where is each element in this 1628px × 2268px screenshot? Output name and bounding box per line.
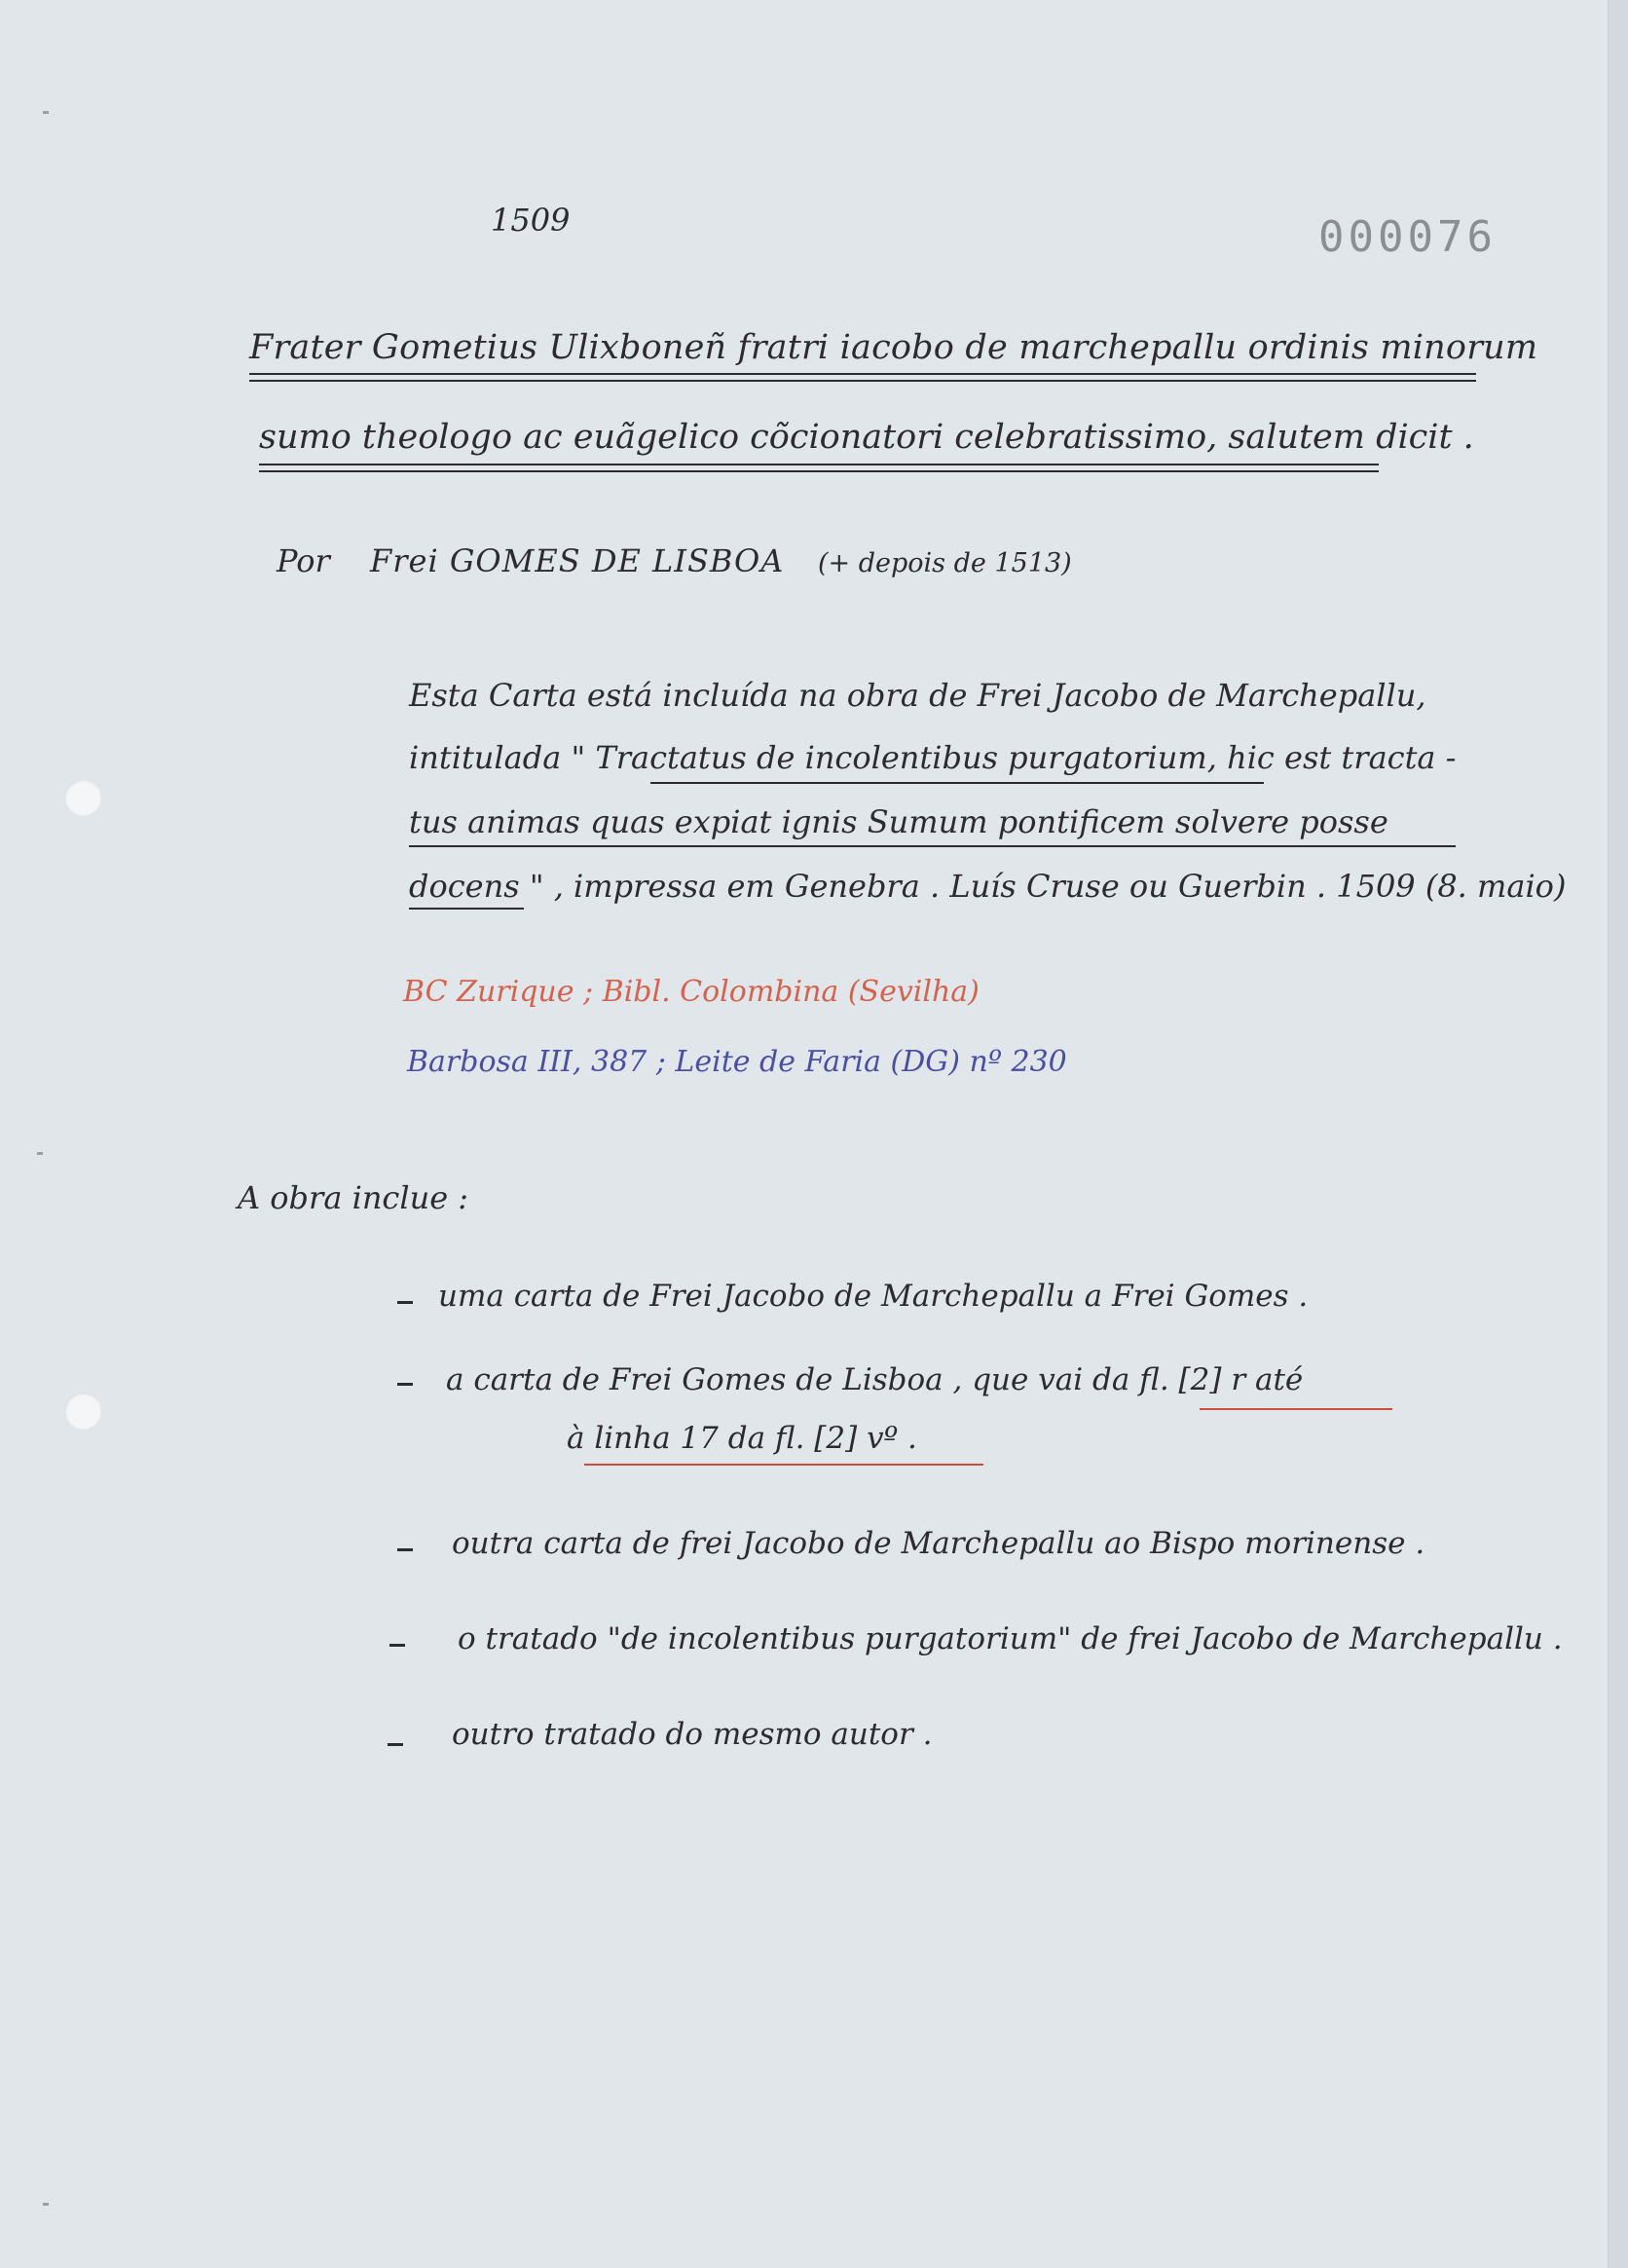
- red-underline: [584, 1464, 983, 1466]
- year-heading: 1509: [491, 202, 571, 239]
- quoted-title-underline: [650, 782, 1264, 784]
- quoted-title-underline: [409, 845, 1456, 847]
- contents-item: outro tratado do mesmo autor .: [452, 1717, 933, 1752]
- contents-item: o tratado "de incolentibus purgatorium" de frei Jacobo de Marchepallu .: [458, 1621, 1563, 1656]
- description-line: Esta Carta está incluída na obra de Frei Jacobo de Marchepallu,: [409, 677, 1426, 714]
- description-line: intitulada " Tractatus de incolentibus purgatorium, hic est tracta -: [409, 739, 1457, 776]
- title-underline: [259, 470, 1379, 472]
- list-bullet: [397, 1383, 413, 1386]
- list-bullet: [397, 1301, 413, 1304]
- contents-heading: A obra inclue :: [238, 1179, 469, 1216]
- archive-number-stamp: 000076: [1318, 212, 1497, 262]
- red-underline: [1200, 1408, 1392, 1410]
- contents-item-continuation: à linha 17 da fl. [2] vº .: [567, 1421, 917, 1456]
- bibliography-reference: Barbosa III, 387 ; Leite de Faria (DG) nº 230: [407, 1045, 1067, 1079]
- author-dates: (+ depois de 1513): [818, 548, 1072, 578]
- punch-hole-top: [64, 779, 101, 816]
- scan-edge: [1608, 0, 1628, 2268]
- contents-item: outra carta de frei Jacobo de Marchepallu ao Bispo morinense .: [452, 1526, 1425, 1561]
- punch-hole-bottom: [64, 1393, 101, 1430]
- contents-item: a carta de Frei Gomes de Lisboa , que vai da fl. [2] r até: [446, 1362, 1304, 1397]
- title-line-2: sumo theologo ac euãgelico cõcionatori celebratissimo, salutem dicit .: [259, 418, 1474, 457]
- title-line-1: Frater Gometius Ulixboneñ fratri iacobo de marchepallu ordinis minorum: [249, 328, 1538, 367]
- contents-item: uma carta de Frei Jacobo de Marchepallu a Frei Gomes .: [438, 1279, 1309, 1314]
- title-underline: [259, 464, 1379, 465]
- description-line: docens " , impressa em Genebra . Luís Cruse ou Guerbin . 1509 (8. maio): [409, 868, 1567, 905]
- quoted-title-underline: [409, 908, 524, 910]
- margin-mark: [43, 2203, 49, 2206]
- list-bullet: [389, 1644, 405, 1647]
- description-line: tus animas quas expiat ignis Sumum pontificem solvere posse: [409, 803, 1388, 840]
- list-bullet: [388, 1743, 403, 1746]
- margin-mark: [43, 111, 49, 114]
- margin-mark: [37, 1152, 43, 1155]
- title-underline: [249, 373, 1476, 375]
- author-prefix: Por: [277, 542, 330, 579]
- holdings-reference: BC Zurique ; Bibl. Colombina (Sevilha): [403, 975, 980, 1009]
- author-name: Frei GOMES DE LISBOA: [370, 542, 785, 579]
- title-underline: [249, 380, 1476, 382]
- list-bullet: [397, 1548, 413, 1551]
